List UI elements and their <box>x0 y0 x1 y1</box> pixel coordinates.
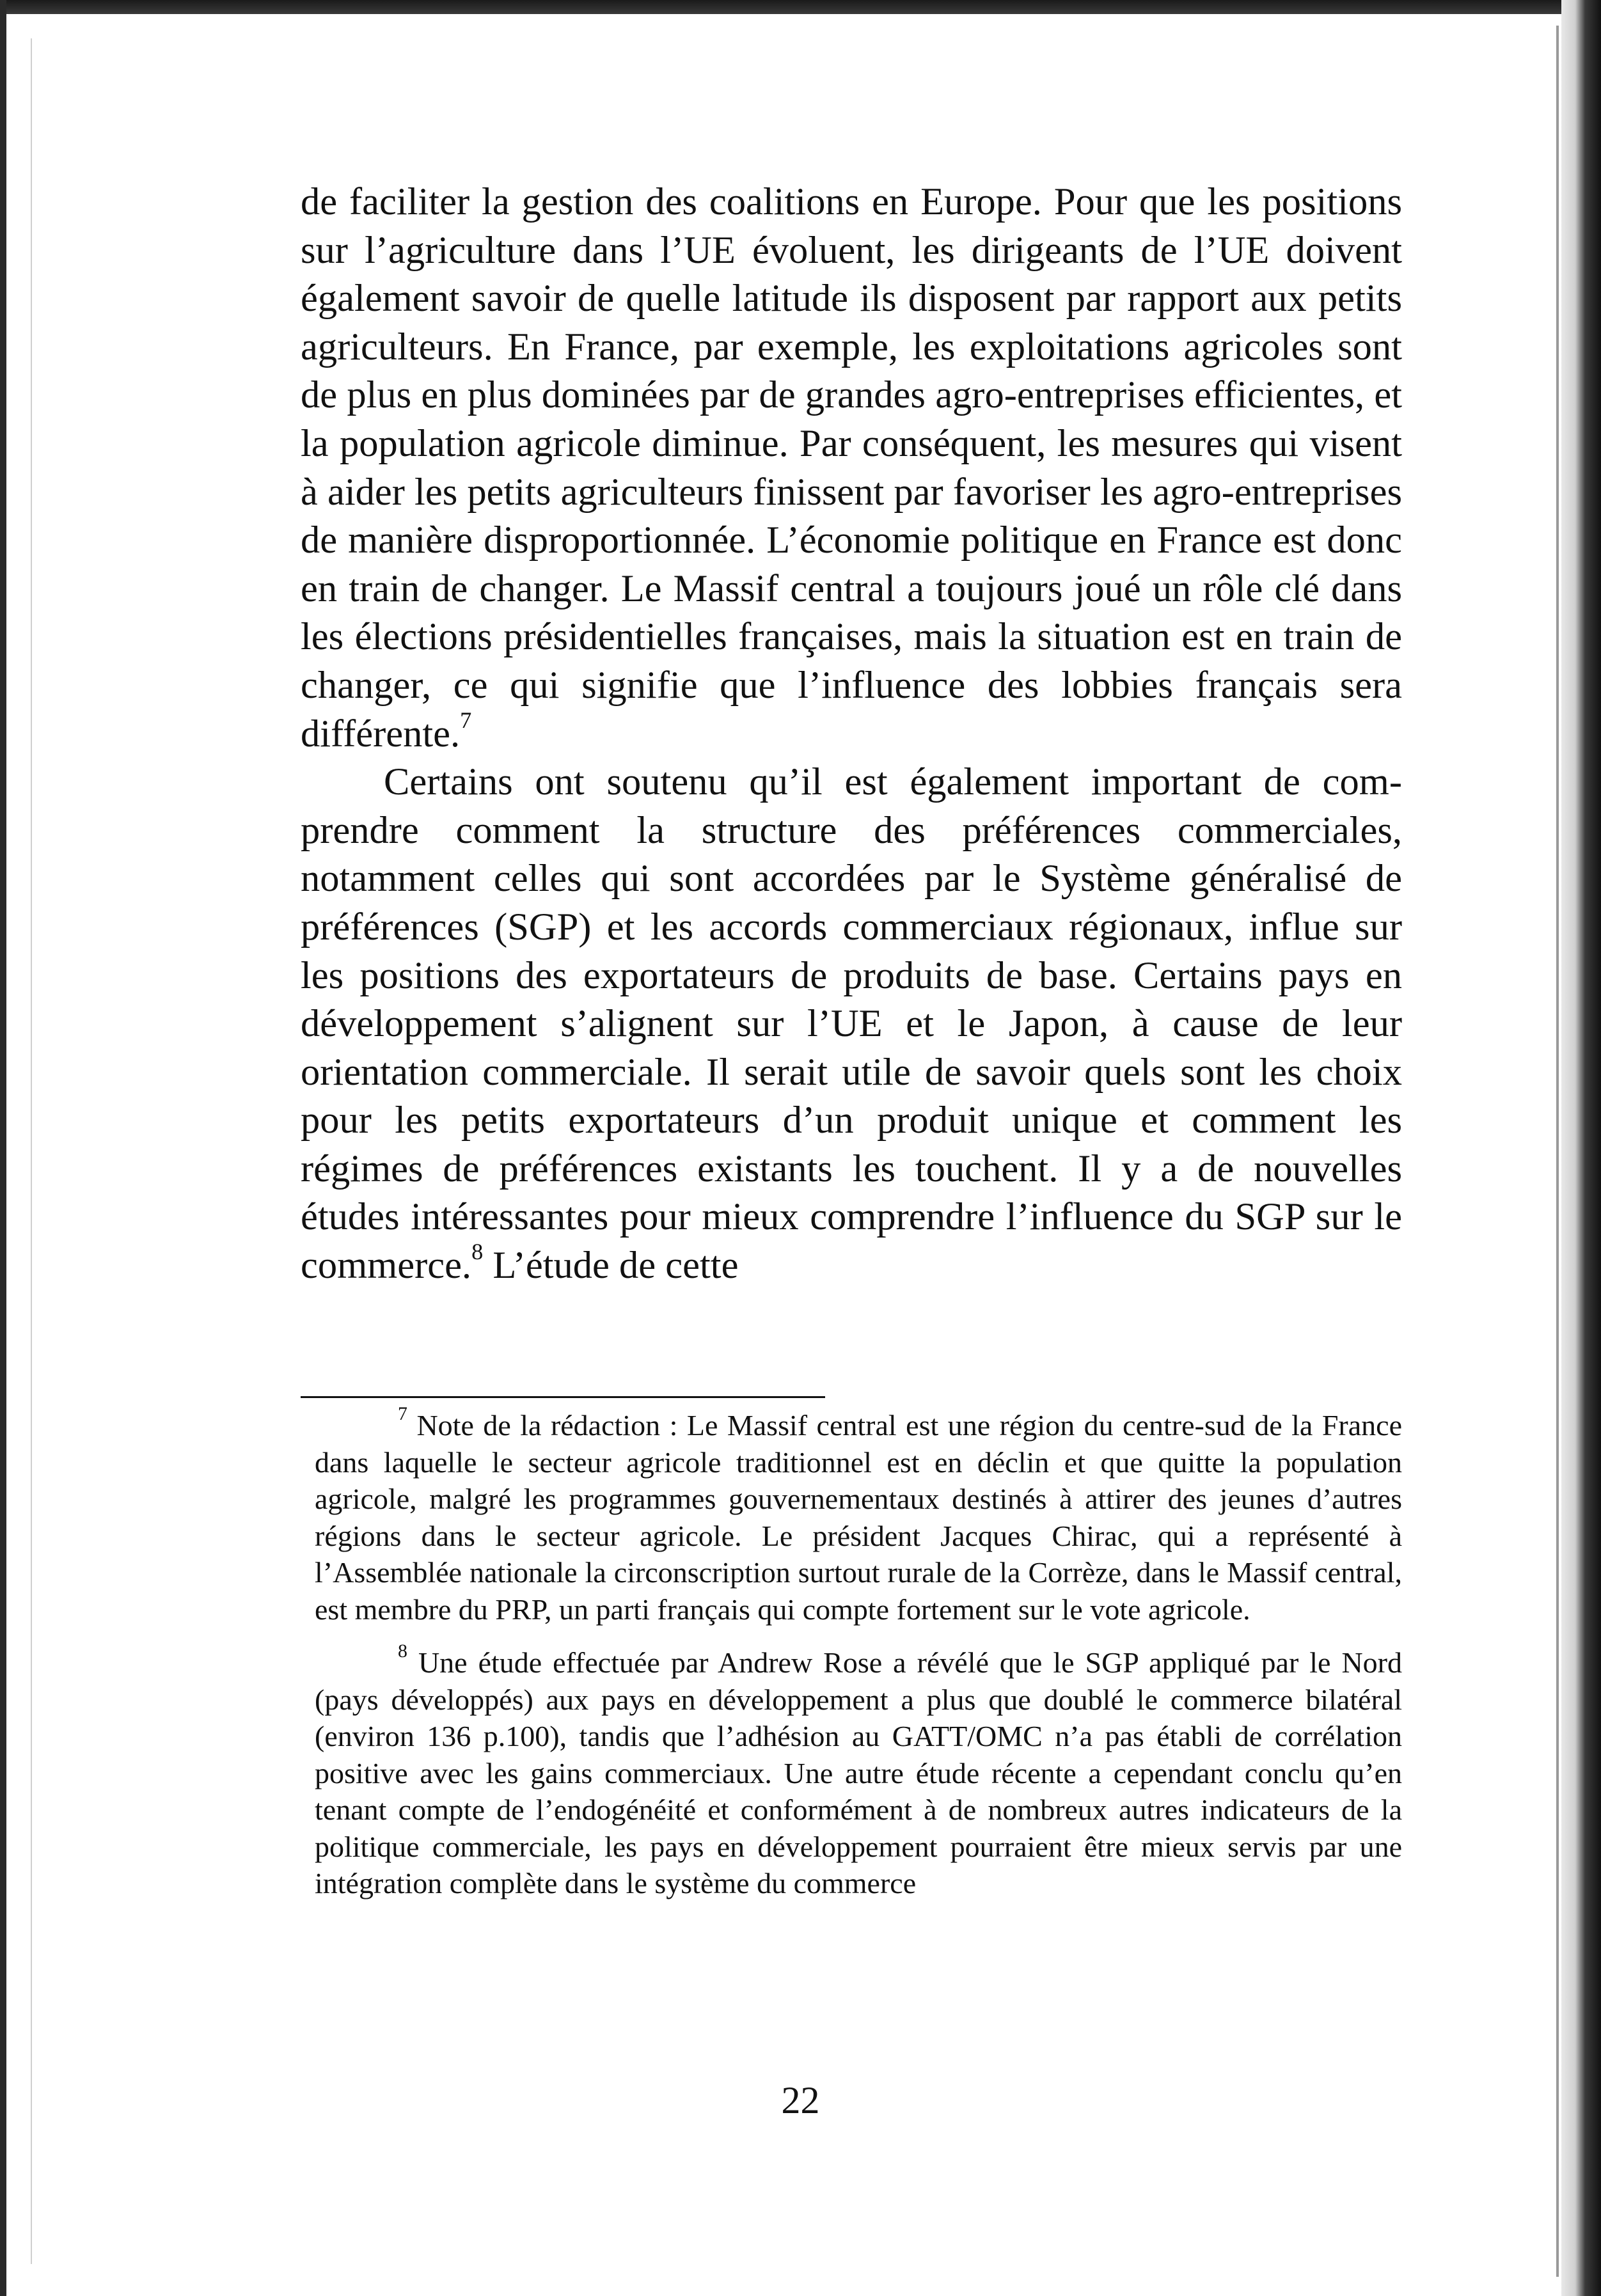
scan-edge-right <box>1561 0 1601 2296</box>
footnote-7-text: Note de la rédaction : Le Massif central est une région du centre-sud de la France dans laquelle le secteur agricole traditionnel est en déclin et que quitte la population agricole, malgré les programmes gouvernementaux destinés à attirer des jeunes d’autres régions dans le secteur agricole. Le président Jacques Chirac, qui a représenté à l’Assemblée nationale la circonscription surtout rurale de la Corrèze, dans le Massif central, est membre du PRP, un parti français qui compte fortement sur le vote agricole. <box>315 1409 1402 1626</box>
body-text <box>301 178 1402 1290</box>
scan-edge-left-line <box>31 38 32 2264</box>
paragraph-1 <box>301 178 1402 758</box>
paragraph-2-text: Certains ont soutenu qu’il est également important de comprendre comment la structure des préférences commerciales, notamment celles qui sont accordées par le Système généralisé de préférences (SGP) et les accords commerciaux régionaux, influe sur les positions des exportateurs de produits de base. Certains pays en développement s’alignent sur l’UE et le Japon, à cause de leur orientation commerciale. Il serait utile de savoir quels sont les choix pour les petits exportateurs d’un produit unique et comment les régimes de préférences existants les touchent. Il y a de nouvelles études intéressantes pour mieux comprendre l’influence du SGP sur le commerce. <box>301 760 1402 1287</box>
footnote-7 <box>315 1403 1402 1628</box>
footnote-number-7: 7 <box>398 1403 407 1425</box>
paragraph-2 <box>301 758 1402 1290</box>
scan-edge-left <box>0 0 6 2296</box>
footnote-8-text: Une étude effectuée par Andrew Rose a révélé que le SGP appliqué par le Nord (pays développés) aux pays en développement a plus que doublé le commerce bilatéral (environ 136 p.100), tandis que l’adhésion au GATT/OMC n’a pas établi de corrélation positive avec les gains commerciaux. Une autre étude récente a cependant conclu qu’en tenant compte de l’endogénéité et conformément à de nombreux autres indicateurs de la politique commerciale, les pays en développement pourraient être mieux servis par une intégration complète dans le système du commerce <box>315 1646 1402 1899</box>
paragraph-2-tail: L’étude de cette <box>483 1244 739 1287</box>
paragraph-1-text: de faciliter la gestion des coalitions en Europe. Pour que les positions sur l’agriculture dans l’UE évoluent, les dirigeants de l’UE doivent également savoir de quelle latitude ils disposent par rapport aux petits agriculteurs. En France, par exemple, les exploitations agricoles sont de plus en plus dominées par de grandes agro-entreprises efficientes, et la population agricole diminue. Par conséquent, les mesures qui visent à aider les petits agriculteurs finissent par favoriser les agro-entreprises de manière disproportionnée. L’économie politique en France est donc en train de changer. Le Massif central a toujours joué un rôle clé dans les élections présidentielles françaises, mais la situation est en train de changer, ce qui signifie que l’influence des lobbies français sera différente. <box>301 180 1402 755</box>
scan-edge-right-line <box>1556 26 1559 2277</box>
footnote-8 <box>315 1640 1402 1902</box>
page-number: 22 <box>781 2079 820 2121</box>
footnote-number-8: 8 <box>398 1640 407 1662</box>
footnote-separator <box>301 1396 825 1398</box>
footnote-ref-7[interactable]: 7 <box>460 707 472 733</box>
footnote-ref-8[interactable]: 8 <box>471 1239 484 1265</box>
scan-edge-top <box>0 0 1601 14</box>
footnotes <box>315 1403 1402 1902</box>
